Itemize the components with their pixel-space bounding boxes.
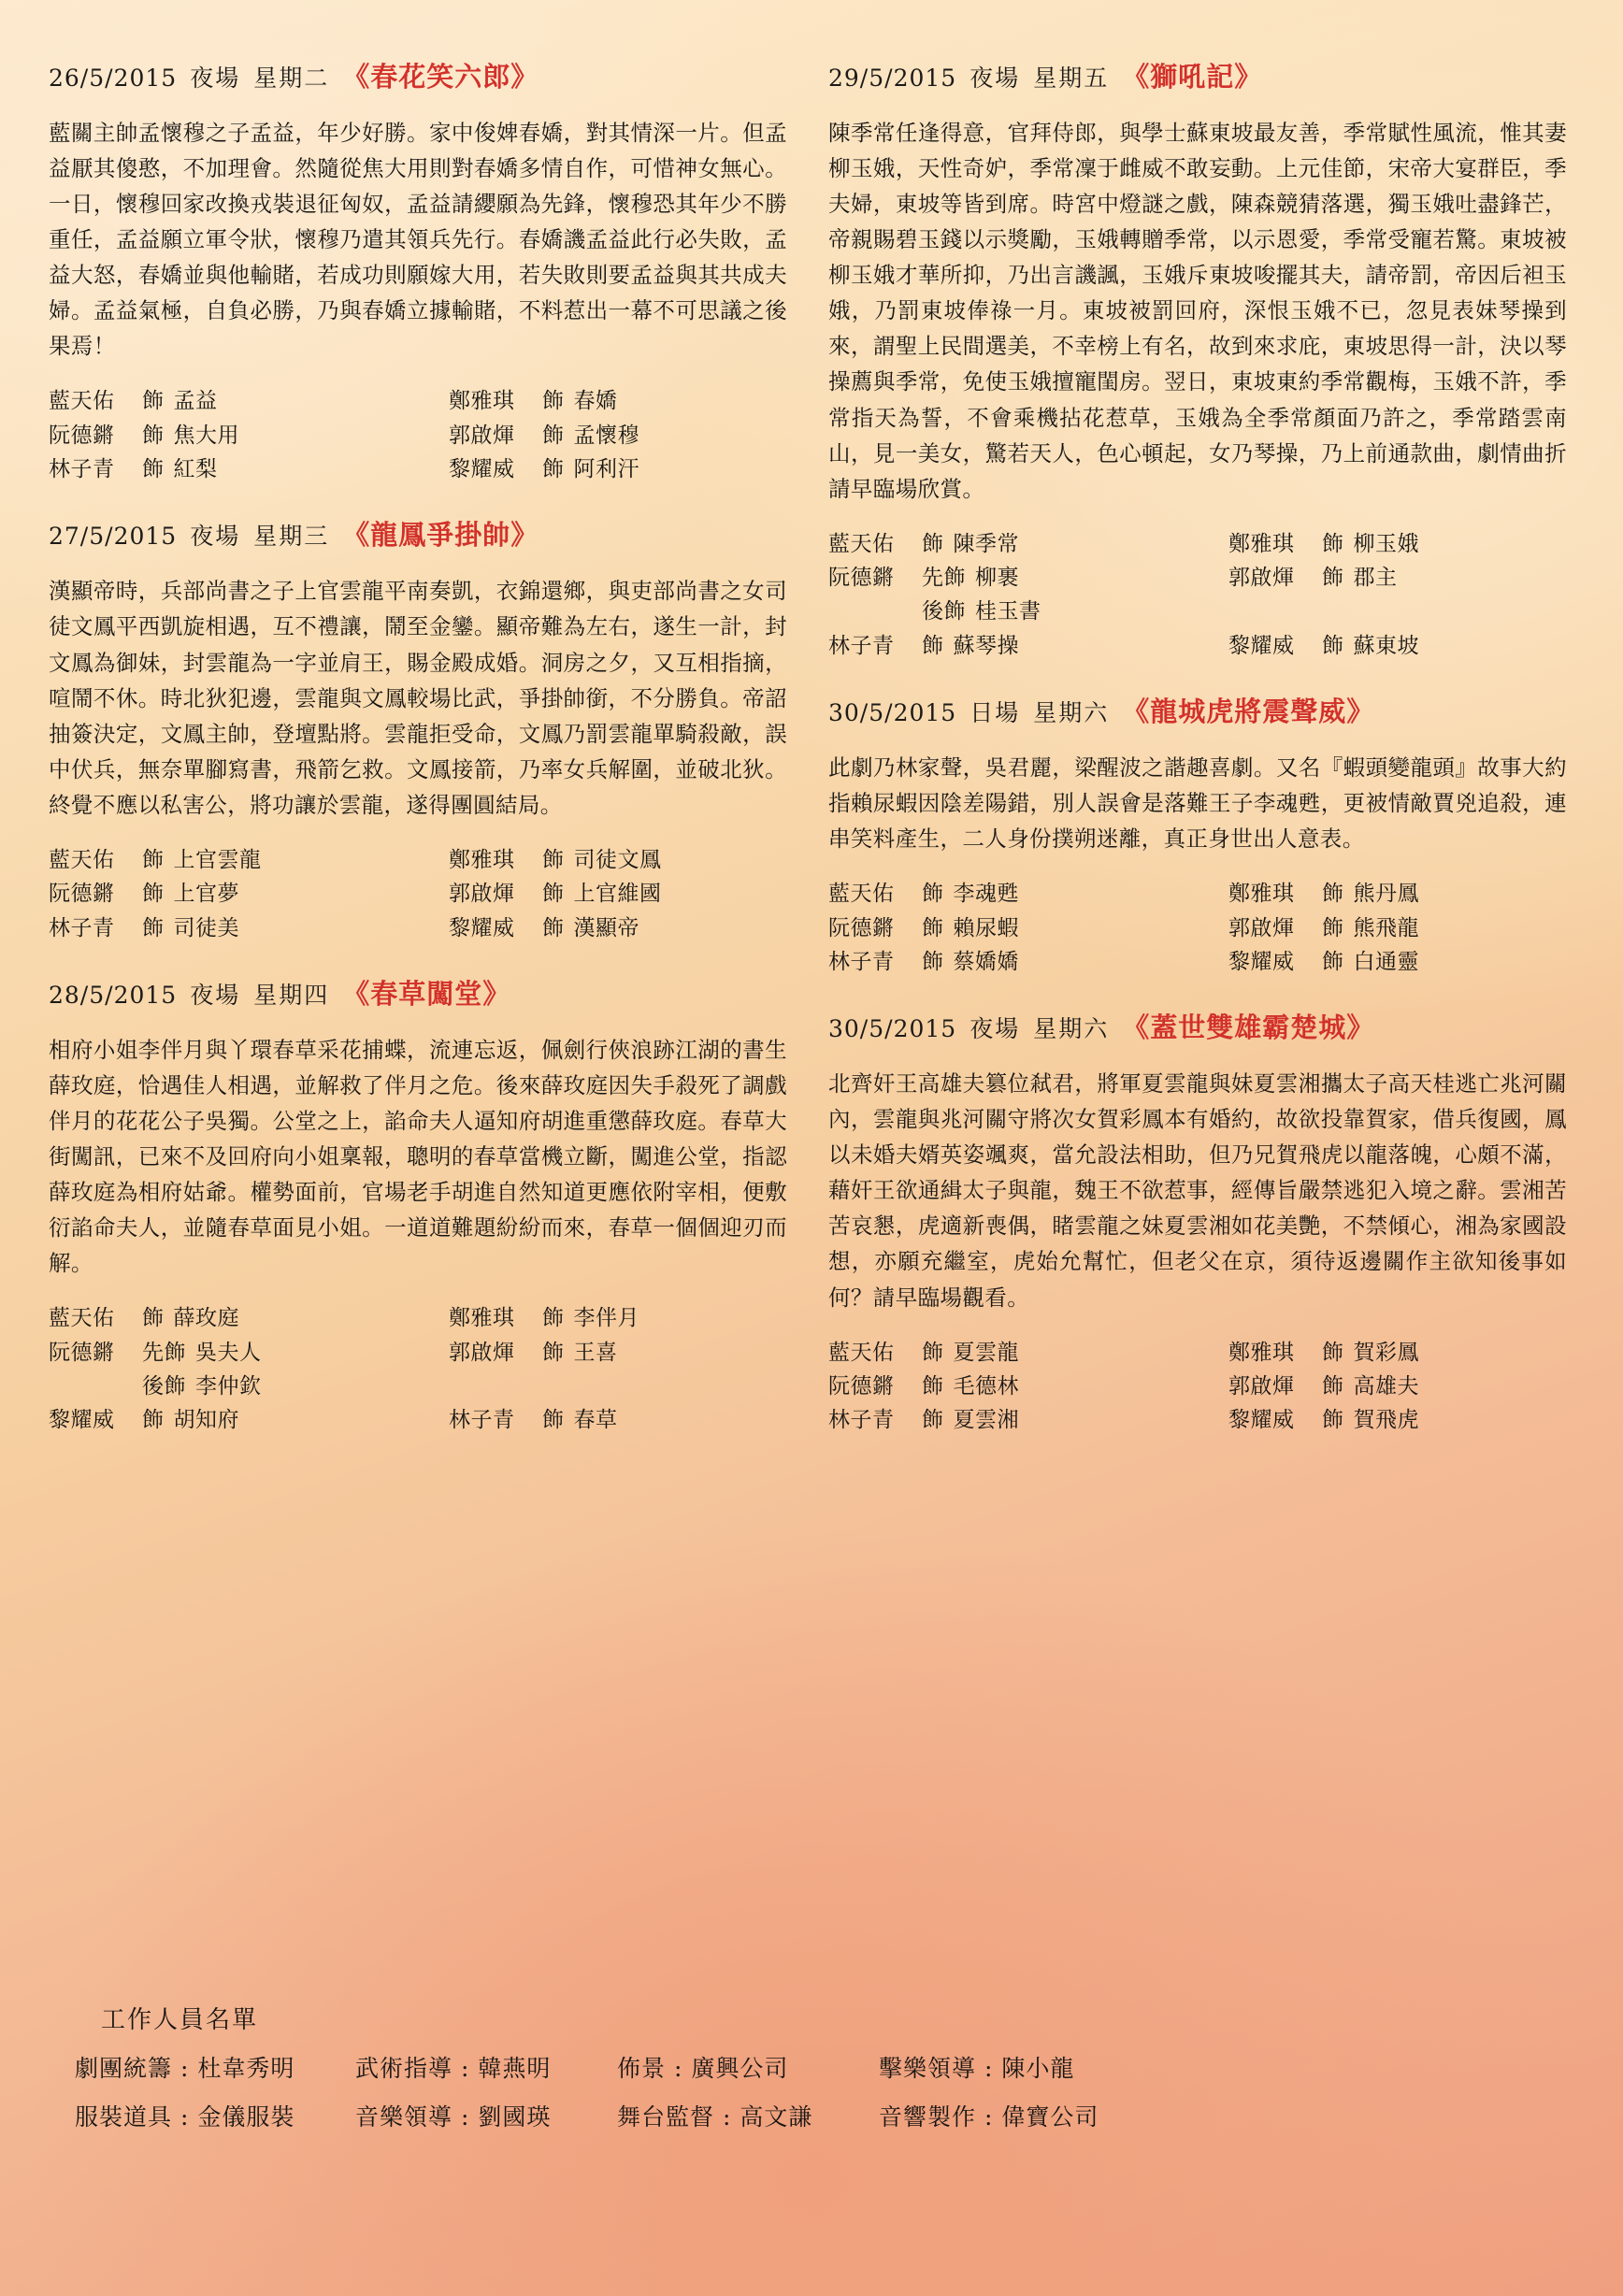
cast-list (49, 843, 787, 945)
show-synopsis: 漢顯帝時，兵部尚書之子上官雲龍平南奏凱，衣錦還鄉，與吏部尚書之女司徒文鳳平西凱旋相遇，互不禮讓，鬧至金鑾。顯帝難為左右，遂生一計，封文鳳為御妹，封雲龍為一字並肩王，賜金殿成婚。洞房之夕，又互相指摘，喧鬧不休。時北狄犯邊，雲龍與文鳳較場比武，爭掛帥銜，不分勝負。帝詔抽簽決定，文鳳主帥，登壇點將。雲龍拒受命，文鳳乃罰雲龍單騎殺敵，誤中伏兵，無奈單腳寫書，飛箭乞救。文鳳接箭，乃率女兵解圍，並破北狄。終覺不應以私害公，將功讓於雲龍，遂得團圓結局。 (49, 578, 787, 818)
cast-actor: 藍天佑 (828, 882, 895, 907)
cast-entry (49, 1403, 387, 1437)
cast-actor: 黎耀威 (449, 457, 515, 482)
show-block (828, 1007, 1567, 1437)
cast-entry (387, 419, 787, 452)
cast-separator: 飾 (1322, 1373, 1344, 1399)
cast-entry (828, 945, 1167, 979)
cast-role: 春草 (573, 1408, 618, 1433)
cast-separator: 飾 (1322, 915, 1344, 940)
cast-actor: 郭啟煇 (449, 882, 515, 907)
cast-role: 春嬌 (573, 389, 618, 414)
cast-separator: 飾 (142, 1306, 165, 1331)
left-column (49, 56, 787, 1991)
cast-actor: 藍天佑 (49, 389, 115, 414)
cast-row (49, 1370, 787, 1403)
cast-actor: 黎耀威 (1228, 949, 1295, 974)
cast-actor: 郭啟煇 (1228, 1373, 1295, 1399)
cast-role: 高雄夫 (1353, 1373, 1419, 1399)
cast-actor: 林子青 (828, 1408, 895, 1433)
cast-role: 王喜 (573, 1340, 618, 1365)
cast-separator: 飾 (1322, 633, 1344, 658)
cast-separator: 飾 (922, 915, 944, 940)
cast-separator: 飾 (1322, 882, 1344, 907)
cast-role: 司徒文鳳 (573, 847, 662, 872)
cast-role: 柳裹 (975, 566, 1019, 591)
cast-entry (387, 843, 787, 877)
cast-entry (828, 629, 1167, 663)
cast-actor: 林子青 (828, 949, 895, 974)
cast-role: 賴尿蝦 (953, 915, 1019, 940)
cast-actor: 林子青 (828, 633, 895, 658)
cast-row (49, 1301, 787, 1335)
show-header (49, 973, 787, 1012)
cast-entry (828, 1336, 1167, 1370)
cast-separator: 飾 (922, 1373, 944, 1399)
cast-entry (49, 384, 387, 418)
cast-role: 柳玉娥 (1353, 531, 1419, 556)
cast-entry (1167, 629, 1567, 663)
cast-list (828, 527, 1567, 663)
show-title: 《龍城虎將震聲威》 (1122, 696, 1375, 727)
cast-actor: 藍天佑 (828, 531, 895, 556)
show-synopsis: 相府小姐李伴月與丫環春草采花捕蝶，流連忘返，佩劍行俠浪跡江湖的書生薛玫庭，恰遇佳人相遇，並解救了伴月之危。後來薛玫庭因失手殺死了調戲伴月的花花公子吳獨。公堂之上，諂命夫人逼知府胡進重懲薛玫庭。春草大街闖訊，已來不及回府向小姐稟報，聰明的春草當機立斷，闖進公堂，指認薛玫庭為相府姑爺。權勢面前，官場老手胡進自然知道更應依附宰相，便敷衍諂命夫人，並隨春草面見小姐。一道道難題紛紛而來，春草一個個迎刃而解。 (49, 1036, 787, 1277)
cast-actor: 鄭雅琪 (449, 389, 515, 414)
cast-actor: 黎耀威 (49, 1408, 115, 1433)
show-header (828, 1007, 1567, 1045)
cast-separator: 飾 (142, 882, 165, 907)
cast-role: 蘇東坡 (1353, 633, 1419, 658)
staff-title: 工作人員名單 (101, 2006, 259, 2034)
staff-item: 劇團統籌 : 杜韋秀明 (75, 2055, 295, 2082)
staff-section (49, 2001, 1574, 2132)
cast-row (49, 419, 787, 452)
cast-row (49, 843, 787, 877)
cast-actor: 藍天佑 (49, 847, 115, 872)
cast-role: 上官雲龍 (173, 847, 262, 872)
show-date: 30/5/2015 (828, 699, 957, 726)
cast-actor: 郭啟煇 (1228, 566, 1295, 591)
cast-entry (828, 561, 1167, 595)
cast-list (49, 384, 787, 486)
cast-row (828, 595, 1567, 628)
cast-role: 孟懷穆 (573, 423, 639, 448)
cast-role: 熊丹鳳 (1353, 882, 1419, 907)
cast-separator: 飾 (142, 1408, 165, 1433)
cast-entry (387, 877, 787, 911)
show-session: 夜場 (190, 65, 241, 92)
show-title: 《龍鳳爭掛帥》 (342, 519, 539, 552)
cast-row (828, 527, 1567, 561)
cast-entry (1167, 911, 1567, 945)
right-column (828, 56, 1567, 1991)
cast-separator: 飾 (1322, 1340, 1344, 1365)
cast-role: 李魂甦 (953, 882, 1019, 907)
cast-list (49, 1301, 787, 1437)
show-header (49, 514, 787, 552)
cast-actor: 阮德鏘 (828, 566, 895, 591)
cast-role: 上官維國 (573, 882, 662, 907)
cast-role: 陳季常 (953, 531, 1019, 556)
cast-row (49, 877, 787, 911)
cast-separator: 飾 (542, 389, 565, 414)
staff-grid (75, 2050, 1574, 2132)
cast-separator: 飾 (542, 915, 565, 940)
show-date: 30/5/2015 (828, 1015, 957, 1043)
cast-separator: 飾 (922, 1408, 944, 1433)
cast-actor: 阮德鏘 (49, 1340, 115, 1365)
cast-prefix: 先飾 (922, 566, 966, 591)
show-session: 夜場 (190, 523, 241, 551)
cast-actor: 鄭雅琪 (449, 847, 515, 872)
show-header (49, 56, 787, 94)
show-weekday: 星期二 (253, 65, 330, 92)
cast-role: 李伴月 (573, 1306, 639, 1331)
cast-entry (1167, 945, 1567, 979)
cast-role: 薛玫庭 (173, 1306, 239, 1331)
cast-row (49, 384, 787, 418)
cast-actor: 林子青 (449, 1408, 515, 1433)
cast-row (828, 911, 1567, 945)
cast-entry (49, 419, 387, 452)
cast-row (49, 452, 787, 486)
cast-entry (828, 911, 1167, 945)
show-synopsis: 此劇乃林家聲，吳君麗，梁醒波之諧趣喜劇。又名『蝦頭變龍頭』故事大約指賴尿蝦因陰差陽錯，別人誤會是落難王子李魂甦，更被情敵賈兇追殺，連串笑料產生，二人身份撲朔迷離，真正身世出人意表。 (828, 754, 1567, 853)
cast-actor: 藍天佑 (49, 1306, 115, 1331)
show-weekday: 星期六 (1033, 1015, 1110, 1043)
cast-prefix: 後飾 (142, 1373, 186, 1399)
cast-separator: 飾 (142, 847, 165, 872)
cast-entry (49, 1301, 387, 1335)
cast-actor: 阮德鏘 (828, 915, 895, 940)
cast-actor: 郭啟煇 (449, 1340, 515, 1365)
cast-row (828, 629, 1567, 663)
staff-item: 擊樂領導 : 陳小龍 (879, 2055, 1075, 2082)
cast-role: 胡知府 (173, 1408, 239, 1433)
cast-separator: 飾 (542, 847, 565, 872)
cast-role: 孟益 (173, 389, 218, 414)
cast-actor: 黎耀威 (1228, 633, 1295, 658)
cast-role: 熊飛龍 (1353, 915, 1419, 940)
cast-entry (49, 843, 387, 877)
cast-role: 蘇琴操 (953, 633, 1019, 658)
cast-entry (387, 1336, 787, 1370)
cast-list (828, 1336, 1567, 1438)
cast-separator: 飾 (1322, 566, 1344, 591)
staff-item: 佈景 : 廣興公司 (617, 2055, 789, 2082)
cast-entry (49, 877, 387, 911)
show-block (828, 691, 1567, 979)
cast-separator: 飾 (922, 633, 944, 658)
cast-actor: 郭啟煇 (1228, 915, 1295, 940)
cast-entry (387, 452, 787, 486)
show-session: 夜場 (969, 1015, 1021, 1043)
cast-entry (828, 1370, 1167, 1403)
show-date: 27/5/2015 (49, 523, 178, 551)
cast-entry (828, 877, 1167, 911)
columns-container (49, 56, 1574, 1991)
cast-entry (828, 527, 1167, 561)
cast-actor: 林子青 (49, 915, 115, 940)
show-weekday: 星期三 (253, 523, 330, 551)
cast-role: 賀飛虎 (1353, 1408, 1419, 1433)
cast-actor: 鄭雅琪 (1228, 882, 1295, 907)
cast-role: 紅梨 (173, 457, 218, 482)
cast-actor: 鄭雅琪 (449, 1306, 515, 1331)
show-block (49, 514, 787, 944)
cast-entry-empty (1167, 595, 1567, 628)
cast-actor: 黎耀威 (449, 915, 515, 940)
cast-separator: 飾 (1322, 531, 1344, 556)
cast-entry (828, 595, 1167, 628)
cast-actor: 黎耀威 (1228, 1408, 1295, 1433)
cast-actor: 林子青 (49, 457, 115, 482)
cast-separator: 飾 (922, 1340, 944, 1365)
cast-actor: 藍天佑 (828, 1340, 895, 1365)
cast-separator: 飾 (542, 457, 565, 482)
cast-role: 李仲欽 (195, 1373, 262, 1399)
show-block (828, 56, 1567, 663)
staff-item: 武術指導 : 韓燕明 (355, 2055, 552, 2082)
show-header (828, 56, 1567, 94)
cast-entry (1167, 877, 1567, 911)
cast-actor-placeholder (828, 595, 922, 628)
show-title: 《蓋世雙雄霸楚城》 (1122, 1012, 1375, 1044)
cast-actor-placeholder (49, 1370, 142, 1403)
cast-separator: 飾 (922, 531, 944, 556)
cast-role: 夏雲湘 (953, 1408, 1019, 1433)
cast-separator: 飾 (1322, 1408, 1344, 1433)
cast-actor: 阮德鏘 (49, 882, 115, 907)
cast-row (828, 1336, 1567, 1370)
cast-entry (1167, 1370, 1567, 1403)
cast-separator: 飾 (542, 423, 565, 448)
cast-row (828, 945, 1567, 979)
show-date: 29/5/2015 (828, 65, 957, 92)
show-block (49, 973, 787, 1438)
cast-role: 夏雲龍 (953, 1340, 1019, 1365)
cast-role: 上官夢 (173, 882, 239, 907)
staff-item: 服裝道具 : 金儀服裝 (75, 2103, 295, 2131)
cast-actor: 鄭雅琪 (1228, 531, 1295, 556)
staff-item: 舞台監督 : 高文謙 (617, 2103, 813, 2131)
cast-entry (387, 384, 787, 418)
cast-separator: 飾 (542, 1306, 565, 1331)
cast-entry (49, 1370, 387, 1403)
cast-role: 漢顯帝 (573, 915, 639, 940)
cast-row (828, 1403, 1567, 1437)
cast-prefix: 後飾 (922, 599, 966, 624)
cast-role: 吳夫人 (195, 1340, 262, 1365)
cast-role: 郡主 (1353, 566, 1398, 591)
show-weekday: 星期五 (1033, 65, 1110, 92)
show-session: 日場 (969, 699, 1021, 726)
cast-row (828, 877, 1567, 911)
staff-item: 音響製作 : 偉寶公司 (879, 2103, 1099, 2131)
cast-entry (49, 1336, 387, 1370)
cast-entry (387, 911, 787, 945)
cast-role: 桂玉書 (975, 599, 1041, 624)
cast-row (49, 1403, 787, 1437)
show-synopsis: 藍關主帥孟懷穆之子孟益，年少好勝。家中俊婢春嬌，對其情深一片。但孟益厭其傻憨，不加理會。然隨從焦大用則對春嬌多情自作，可惜神女無心。一日，懷穆回家改換戎裝退征匈奴，孟益請纓願為先鋒，懷穆恐其年少不勝重任，孟益願立軍令狀，懷穆乃遣其領兵先行。春嬌譏孟益此行必失敗，孟益大怒，春嬌並與他輸賭，若成功則願嫁大用，若失敗則要孟益與其共成夫婦。孟益氣極，自負必勝，乃與春嬌立據輸賭，不料惹出一幕不可思議之後果焉！ (49, 120, 787, 360)
cast-separator: 飾 (542, 1340, 565, 1365)
show-date: 28/5/2015 (49, 981, 178, 1009)
cast-row (49, 911, 787, 945)
cast-row (828, 561, 1567, 595)
cast-entry (1167, 1336, 1567, 1370)
show-title: 《獅吼記》 (1122, 61, 1263, 93)
cast-separator: 飾 (142, 915, 165, 940)
show-synopsis: 陳季常任逢得意，官拜侍郎，與學士蘇東坡最友善，季常賦性風流，惟其妻柳玉娥，天性奇妒，季常凜于雌威不敢妄動。上元佳節，宋帝大宴群臣，季夫婦，東坡等皆到席。時宮中燈謎之戲，陳森競猜落選，獨玉娥吐盡鋒芒，帝親賜碧玉錢以示獎勵，玉娥轉贈季常，以示恩愛，季常受寵若驚。東坡被柳玉娥才華所抑，乃出言譏諷，玉娥斥東坡唆擺其夫，請帝罰，帝因后袒玉娥，乃罰東坡俸祿一月。東坡被罰回府，深恨玉娥不已，忽見表妹琴操到來，謂聖上民間選美，不幸榜上有名，故到來求庇，東坡思得一計，決以琴操薦與季常，免使玉娥擅寵閨房。翌日，東坡東約季常觀梅，玉娥不許，季常指天為誓，不會乘機拈花惹草，玉娥為全季常顏面乃許之，季常踏雲南山，見一美女，驚若天人，色心頓起，女乃琴操，乃上前通款曲，劇情曲折請早臨場欣賞。 (828, 120, 1567, 502)
cast-separator: 飾 (142, 389, 165, 414)
cast-separator: 飾 (1322, 949, 1344, 974)
show-weekday: 星期六 (1033, 699, 1110, 726)
cast-entry (387, 1403, 787, 1437)
cast-entry (387, 1301, 787, 1335)
cast-actor: 阮德鏘 (828, 1373, 895, 1399)
show-block (49, 56, 787, 486)
cast-separator: 飾 (542, 882, 565, 907)
cast-row (828, 1370, 1567, 1403)
show-title: 《春花笑六郎》 (342, 61, 539, 93)
show-weekday: 星期四 (253, 981, 330, 1009)
cast-role: 司徒美 (173, 915, 239, 940)
cast-role: 賀彩鳳 (1353, 1340, 1419, 1365)
cast-entry (1167, 1403, 1567, 1437)
cast-separator: 飾 (142, 457, 165, 482)
show-synopsis: 北齊奸王高雄夫篡位弒君，將軍夏雲龍與妹夏雲湘攜太子高天桂逃亡兆河關內，雲龍與兆河關守將次女賀彩鳳本有婚約，故欲投靠賀家，借兵復國，鳳以未婚夫婿英姿颯爽，當允設法相助，但乃兄賀飛虎以龍落魄，心頗不滿，藉奸王欲通緝太子與龍，魏王不欲惹事，經傳旨嚴禁逃犯入境之辭。雲湘苦苦哀懇，虎適新喪偶，睹雲龍之妹夏雲湘如花美艷，不禁傾心，湘為家國設想，亦願充繼室，虎始允幫忙，但老父在京，須待返邊關作主欲知後事如何？請早臨場觀看。 (828, 1070, 1567, 1311)
cast-entry (828, 1403, 1167, 1437)
cast-entry-empty (387, 1370, 787, 1403)
show-title: 《春草闖堂》 (342, 977, 511, 1010)
cast-actor: 鄭雅琪 (1228, 1340, 1295, 1365)
cast-separator: 飾 (922, 949, 944, 974)
cast-separator: 飾 (922, 882, 944, 907)
cast-row (49, 1336, 787, 1370)
show-header (828, 691, 1567, 729)
cast-list (828, 877, 1567, 979)
staff-item: 音樂領導 : 劉國瑛 (355, 2103, 552, 2131)
cast-actor: 阮德鏘 (49, 423, 115, 448)
cast-role: 焦大用 (173, 423, 239, 448)
cast-entry (49, 452, 387, 486)
cast-entry (49, 911, 387, 945)
show-session: 夜場 (969, 65, 1021, 92)
cast-entry (1167, 561, 1567, 595)
cast-entry (1167, 527, 1567, 561)
cast-separator: 飾 (542, 1408, 565, 1433)
cast-role: 毛德林 (953, 1373, 1019, 1399)
cast-role: 阿利汗 (573, 457, 639, 482)
cast-prefix: 先飾 (142, 1340, 186, 1365)
show-session: 夜場 (190, 981, 241, 1009)
show-date: 26/5/2015 (49, 65, 178, 92)
cast-actor: 郭啟煇 (449, 423, 515, 448)
cast-role: 白通靈 (1353, 949, 1419, 974)
cast-role: 蔡嬌嬌 (953, 949, 1019, 974)
cast-separator: 飾 (142, 423, 165, 448)
